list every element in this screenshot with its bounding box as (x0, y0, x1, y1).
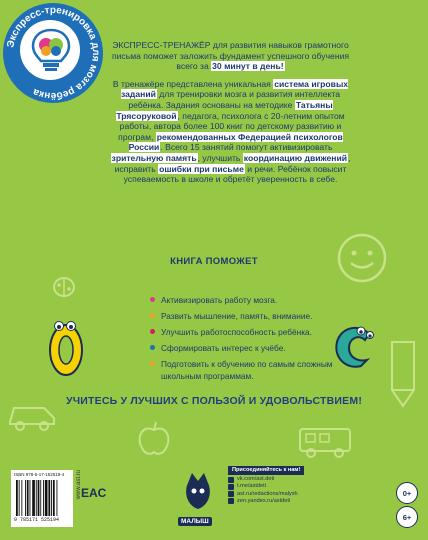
benefit-item (150, 343, 286, 353)
slogan: УЧИТЕСЬ У ЛУЧШИХ С ПОЛЬЗОЙ И УДОВОЛЬСТВИЕМ! (65, 395, 363, 407)
eac-mark: EAC (81, 486, 107, 500)
bullet-dot-icon (150, 329, 155, 334)
description-block (108, 40, 353, 185)
bullet-dot-icon (150, 297, 155, 302)
highlight-author: Татьяны Трясоруковой (116, 99, 333, 121)
apple-doodle (134, 420, 174, 460)
benefit-item (150, 359, 333, 369)
benefit-text: Сформировать интерес к учёбе. (161, 343, 286, 353)
bullet-dot-icon (150, 345, 155, 350)
age-badge-0plus: 0+ (396, 482, 418, 504)
zen-icon (228, 498, 234, 504)
text-span: , исправить (114, 152, 351, 174)
social-link-text: ast.ru/redactions/malysh (237, 490, 298, 497)
highlight-federation: рекомендованных Федерацией психологов России (128, 131, 343, 153)
social-link-text: zen.yandex.ru/astdeti (237, 497, 291, 504)
benefit-text: Подготовить к обучению по самым сложным (161, 359, 333, 369)
benefit-text: Активизировать работу мозга. (161, 295, 278, 305)
social-link[interactable] (228, 483, 304, 490)
ast-url: www.ast.ru (76, 470, 82, 500)
intro-paragraph (108, 40, 353, 72)
bullet-dot-icon (150, 313, 155, 318)
highlight-coordination: координацию движений (243, 152, 348, 163)
bullet-dot-icon (150, 361, 155, 366)
text-span: ЭКСПРЕСС-ТРЕНАЖЁР для развития навыков грамотного письма поможет заложить фундамент успешного обучения всего за (111, 40, 350, 72)
highlight-memory: зрительную память (111, 152, 197, 163)
join-us-header: Присоединяйтесь к нам! (228, 466, 304, 475)
text-span: В тренажёре представлена уникальная (112, 78, 274, 89)
social-link[interactable] (228, 476, 304, 483)
isbn-number: ISBN 978-5-17-152519-4 (14, 472, 65, 477)
letter-c-character (331, 322, 375, 372)
social-link[interactable] (228, 498, 304, 505)
social-link[interactable] (228, 491, 304, 498)
barcode-icon (16, 480, 68, 516)
benefit-item (150, 327, 312, 337)
highlight-30min: 30 минут в день! (212, 61, 284, 72)
benefit-item (150, 311, 312, 321)
ladybug-doodle (50, 272, 78, 298)
lightbulb-brain-icon (28, 26, 74, 74)
method-paragraph (108, 79, 353, 185)
svg-text:Экспресс-тренировка для мозга: Экспресс-тренировка для мозга ребёнка (5, 4, 102, 102)
letter-o-character (46, 320, 86, 378)
bus-doodle (296, 425, 354, 459)
social-link-text: t.me/astdeti (237, 483, 266, 490)
text-span: , улучшить (197, 152, 243, 163)
age-badge-6plus: 6+ (396, 506, 418, 528)
benefit-text: Развить мышление, память, внимание. (161, 311, 313, 321)
benefit-text: Улучшить работоспособность ребёнка. (161, 327, 312, 337)
social-link-text: vk.com/ast.deti (237, 476, 275, 483)
text-span: . Всего 15 занятий помогут активизировать (160, 142, 333, 153)
text-span: , педагога, психолога с 20-летним опытом работы, автора более 100 книг по детскому развитию и програм, (118, 110, 345, 142)
vk-icon (228, 477, 234, 483)
benefit-text: школьным программам. (161, 371, 254, 381)
ast-icon (228, 491, 234, 497)
highlight-errors: ошибки при письме (159, 163, 244, 174)
text-span: для тренировки мозга и развития интеллекта ребёнка. Задания основаны на методике (128, 89, 341, 110)
telegram-icon (228, 484, 234, 490)
highlight-system: система игровых заданий (120, 78, 349, 100)
social-links-block (228, 466, 304, 505)
malysh-wordmark: МАЛЫШ (178, 517, 212, 526)
kniga-title: КНИГА ПОМОЖЕТ (170, 256, 258, 267)
benefit-item (150, 295, 277, 305)
barcode-digits: 9 785171 525194 (14, 517, 60, 523)
text-span: и речи. Ребёнок повысит успеваемость в школе и обретёт уверенность в себе. (123, 163, 347, 185)
benefit-item-cont (161, 371, 254, 381)
